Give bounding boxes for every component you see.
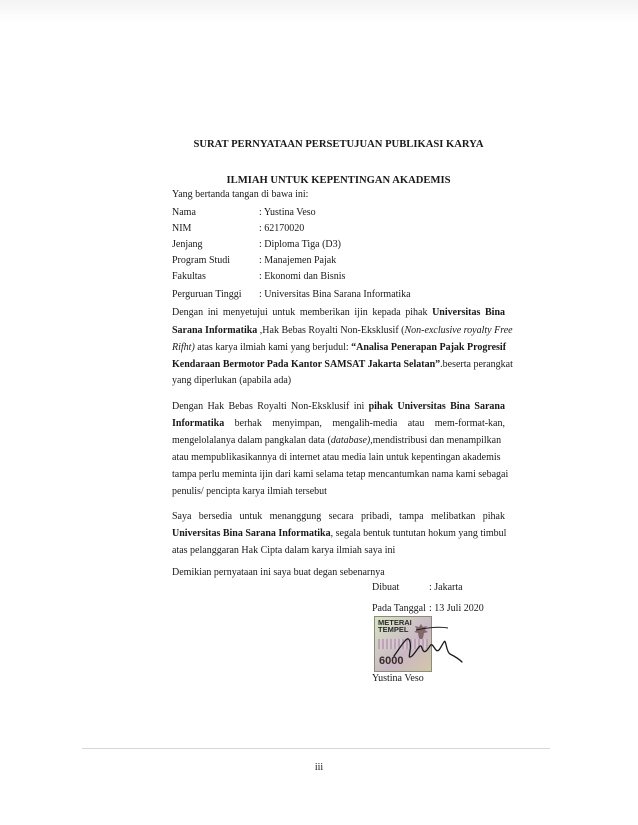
stamp-value: 6000	[379, 655, 404, 667]
field-label: Program Studi	[172, 255, 231, 266]
field-value: : Ekonomi dan Bisnis	[259, 271, 346, 282]
text-span: mengelolalanya dalam pangkalan data (	[172, 435, 331, 446]
field-row-program-studi	[172, 255, 505, 269]
field-label: Fakultas	[172, 271, 206, 282]
para1-line5: yang diperlukan (apabila ada)	[172, 375, 292, 386]
closing-text: Demikian pernyataan ini saya buat degan sebenarnya	[172, 567, 385, 578]
text-span: database),	[330, 435, 373, 446]
para1-line1	[172, 307, 505, 318]
text-span: Informatika	[172, 418, 225, 429]
page-number: iii	[314, 762, 324, 773]
text-span: Dengan Hak Bebas Royalti Non-Eksklusif ini	[172, 401, 365, 412]
para1-line4	[172, 359, 513, 370]
signature-area	[372, 612, 462, 674]
para1-line2	[172, 325, 513, 336]
para2-line2	[172, 418, 505, 429]
para3-line2	[172, 528, 506, 539]
dibuat-value: : Jakarta	[429, 582, 463, 593]
para2-line1	[172, 401, 505, 412]
field-row-nim	[172, 223, 505, 237]
field-row-jenjang	[172, 239, 505, 253]
text-span: atas karya ilmiah kami yang berjudul:	[194, 342, 352, 353]
scan-edge	[0, 0, 638, 22]
field-value: : Manajemen Pajak	[259, 255, 337, 266]
text-span: Universitas Bina Sarana Informatika	[172, 528, 331, 539]
text-span: “Analisa Penerapan Pajak Progresif	[351, 342, 507, 353]
handwritten-signature	[386, 612, 466, 672]
para1-line3	[172, 342, 506, 353]
tanggal-value: : 13 Juli 2020	[429, 603, 484, 614]
field-label: Jenjang	[172, 239, 203, 250]
intro-text: Yang bertanda tangan di bawa ini:	[172, 189, 309, 200]
stamp-title-2: TEMPEL	[378, 625, 409, 634]
para2-line5: tampa perlu meminta ijin dari kami selama tetap mencantumkan nama kami sebagai	[172, 469, 509, 480]
text-span: ,Hak Bebas Royalti Non-Eksklusif (	[257, 325, 405, 336]
stamp-title-1: METERAI	[378, 618, 412, 627]
dibuat-row	[372, 582, 463, 593]
para2-line4: atau mempublikasikannya di internet atau media lain untuk kepentingan akademis	[172, 452, 501, 463]
dibuat-label: Dibuat	[372, 582, 400, 593]
text-span: mendistribusi dan menampilkan	[372, 435, 502, 446]
field-value: : Universitas Bina Sarana Informatika	[259, 289, 411, 300]
text-span: Kendaraan Bermotor Pada Kantor SAMSAT Jakarta Selatan”	[172, 359, 441, 370]
page-divider	[82, 748, 550, 749]
text-span: Rifht)	[172, 342, 195, 353]
text-span: , segala bentuk tuntutan hokum yang timbul	[330, 528, 507, 539]
para3-line3: atas pelanggaran Hak Cipta dalam karya ilmiah saya ini	[172, 545, 396, 556]
field-row-nama	[172, 207, 505, 221]
field-label: NIM	[172, 223, 192, 234]
field-value: : 62170020	[259, 223, 305, 234]
text-span: Universitas Bina	[432, 307, 505, 318]
field-row-perguruan-tinggi	[172, 289, 505, 303]
title-line-1: SURAT PERNYATAAN PERSETUJUAN PUBLIKASI KARYA	[193, 139, 484, 150]
para3-line1: Saya bersedia untuk menanggung secara pribadi, tampa melibatkan pihak	[172, 511, 505, 522]
title-line-2: ILMIAH UNTUK KEPENTINGAN AKADEMIS	[226, 175, 451, 186]
text-span: Dengan ini menyetujui untuk memberikan ijin kepada pihak	[172, 307, 428, 318]
field-label: Nama	[172, 207, 196, 218]
text-span: Non-exclusive royalty Free	[404, 325, 513, 336]
text-span: .beserta perangkat	[440, 359, 513, 370]
text-span: Sarana Informatika	[172, 325, 258, 336]
para2-line3	[172, 435, 501, 446]
text-span: pihak Universitas Bina Sarana	[368, 401, 505, 412]
field-row-fakultas	[172, 271, 505, 285]
tanggal-label: Pada Tanggal	[372, 603, 426, 614]
para2-line6: penulis/ pencipta karya ilmiah tersebut	[172, 486, 327, 497]
text-span: berhak menyimpan, mengalih-media atau mem-format-kan,	[234, 418, 505, 429]
signer-name: Yustina Veso	[372, 673, 424, 684]
field-value: : Yustina Veso	[259, 207, 316, 218]
field-label: Perguruan Tinggi	[172, 289, 242, 300]
field-value: : Diploma Tiga (D3)	[259, 239, 341, 250]
